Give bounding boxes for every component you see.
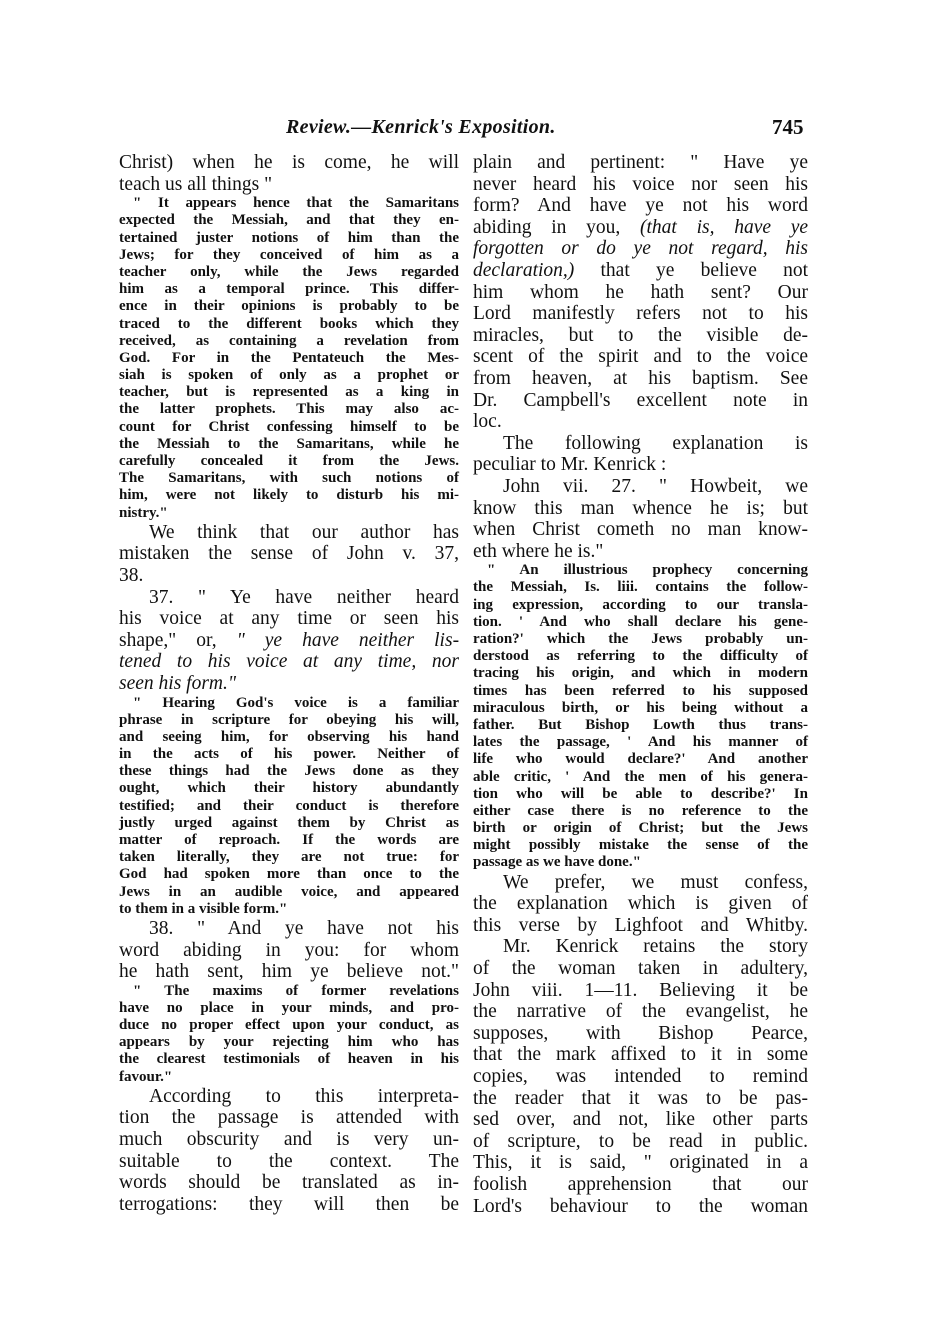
text-line: sed over, and not, like other parts [473, 1109, 808, 1131]
text-line: foolish apprehension that our [473, 1173, 808, 1195]
text-line: lates the passage, ' And his manner of [473, 734, 808, 751]
text-line: duce no proper effect upon your conduct, as [119, 1017, 459, 1034]
text-line: might possibly mistake the sense of the [473, 837, 808, 854]
text-line: We think that our author has [149, 521, 459, 543]
text-line: the Messiah, Is. liii. contains the follow- [473, 579, 808, 596]
text-line: in the acts of his power. Neither of [119, 746, 459, 763]
text-line: shape," or, " ye have neither lis- [119, 629, 460, 651]
text-line: tertained juster notions of him than the [119, 229, 459, 246]
text-line: God. For in the Pentateuch the Mes- [119, 349, 459, 366]
text-line: ought, which their history abundantly [119, 780, 459, 797]
text-line: the Messiah to the Samaritans, while he [119, 435, 459, 452]
text-line: siah is spoken of only as a prophet or [119, 367, 459, 384]
text-line: supposes, with Bishop Pearce, [473, 1022, 808, 1044]
text-line: eth where he is." [473, 540, 604, 562]
text-line: 37. " Ye have neither heard [149, 586, 459, 608]
right-column [473, 152, 808, 1217]
text-line: the reader that it was to be pas- [473, 1087, 808, 1109]
text-line: never heard his voice nor seen his [473, 173, 808, 195]
text-line: him, were not likely to disturb his mi- [119, 487, 459, 504]
text-line: life who would declare?' And another [473, 751, 808, 768]
text-line: John vii. 27. " Howbeit, we [503, 475, 808, 497]
text-line: that the mark affixed to it in some [473, 1044, 808, 1066]
text-line: scent of the spirit and to the voice [473, 346, 808, 368]
text-line: father. But Bishop Lowth thus trans- [473, 716, 808, 733]
text-line: word abiding in you: for whom [119, 939, 459, 961]
text-line: teach us all things " [119, 173, 273, 195]
text-line: received, as containing a revelation from [119, 332, 459, 349]
text-line: this verse by Lighfoot and Whitby. [473, 914, 808, 936]
text-line: and seeing him, for observing his hand [119, 728, 459, 745]
text-line: words should be translated as in- [119, 1172, 459, 1194]
text-line: suitable to the context. The [119, 1150, 459, 1172]
text-line: either case there is no reference to the [473, 802, 808, 819]
text-line: " It appears hence that the Samaritans [133, 195, 459, 212]
text-line: teacher, but is represented as a king in [119, 384, 459, 401]
text-line: John viii. 1—11. Believing it be [473, 979, 808, 1001]
text-line: God had spoken more than once to the [119, 866, 459, 883]
text-line: nistry." [119, 504, 168, 521]
text-line: him as a temporal prince. This differ- [119, 281, 459, 298]
text-line: tened to his voice at any time, nor [119, 651, 459, 673]
text-line: copies, was intended to remind [473, 1066, 808, 1087]
text-line: carefully concealed it from the Jews. [119, 453, 459, 469]
text-line: Jews in an audible voice, and appeared [119, 883, 459, 900]
text-line: Jews; for they conceived of him as a [119, 246, 459, 263]
text-line: able critic, ' And the men of his genera- [473, 768, 808, 785]
text-line: of scripture, to be read in public. [473, 1130, 808, 1152]
text-line: Christ) when he is come, he will [119, 152, 459, 173]
text-line: he hath sent, him ye believe not." [119, 961, 459, 983]
text-line: birth or origin of Christ; but the Jews [473, 820, 808, 837]
text-line: traced to the different books which they [119, 315, 459, 332]
running-title: Review.—Kenrick's Exposition. [286, 116, 556, 138]
text-line: testified; and their conduct is therefore [119, 797, 459, 814]
text-line: The following explanation is [503, 432, 808, 454]
text-line: seen his form." [119, 672, 237, 694]
text-line: abiding in you, (that is, have ye [473, 216, 809, 238]
text-line: teacher only, while the Jews regarded [119, 263, 459, 280]
text-line: miracles, but to the visible de- [473, 324, 808, 346]
text-line: of the woman taken in adultery, [473, 958, 808, 980]
text-line: from heaven, at his baptism. See [473, 367, 808, 389]
text-line: mistaken the sense of John v. 37, [119, 543, 459, 565]
text-line: 38. [119, 564, 144, 586]
text-line: loc. [473, 411, 502, 433]
text-line: his voice at any time or seen his [119, 608, 459, 630]
text-line: phrase in scripture for obeying his will, [119, 711, 459, 728]
text-line: terrogations: they will then be [119, 1193, 459, 1215]
text-line: these things had the Jews done as they [119, 763, 459, 780]
text-line: plain and pertinent: " Have ye [473, 152, 808, 173]
text-line: Lord's behaviour to the woman [473, 1195, 808, 1217]
text-line: the explanation which is given of [473, 893, 808, 915]
text-line: passage as we have done." [473, 854, 641, 871]
text-line: form? And have ye not his word [473, 195, 808, 217]
text-line: tion who will be able to describe?' In [473, 785, 808, 802]
left-column [119, 152, 459, 1215]
page-number: 745 [772, 115, 804, 139]
text-line: ing expression, according to our transla- [473, 596, 808, 613]
text-line: Mr. Kenrick retains the story [503, 936, 808, 958]
text-line: have no place in your minds, and pro- [119, 999, 459, 1016]
text-line: the narrative of the evangelist, he [473, 1001, 808, 1023]
text-line: tion. ' And who shall declare his gene- [473, 613, 808, 630]
text-line: tion the passage is attended with [119, 1107, 459, 1129]
text-line: when Christ cometh no man know- [473, 519, 808, 541]
text-line: declaration,) that ye believe not [473, 259, 809, 281]
text-line: ence in their opinions is probably to be [119, 298, 459, 315]
text-line: Dr. Campbell's excellent note in [473, 389, 808, 411]
text-line: forgotten or do ye not regard, his [473, 238, 808, 260]
text-line: much obscurity and is very un- [119, 1129, 459, 1151]
text-line: know this man whence he is; but [473, 497, 808, 519]
text-line: derstood as referring to the difficulty of [473, 648, 808, 665]
text-line: expected the Messiah, and that they en- [119, 212, 459, 229]
text-line: Lord manifestly refers not to his [473, 303, 808, 325]
text-line: the latter prophets. This may also ac- [119, 401, 459, 418]
text-line: count for Christ confessing himself to be [119, 418, 459, 435]
text-line: 38. " And ye have not his [149, 917, 459, 939]
text-line: " The maxims of former revelations [133, 982, 459, 999]
text-line: favour." [119, 1068, 173, 1085]
text-line: ration?' which the Jews probably un- [473, 631, 808, 648]
text-line: the clearest testimonials of heaven in his [119, 1051, 459, 1068]
text-line: This, it is said, " originated in a [473, 1152, 808, 1174]
text-line: The Samaritans, with such notions of [119, 470, 459, 487]
text-line: We prefer, we must confess, [503, 871, 808, 893]
text-line: to them in a visible form." [119, 900, 288, 917]
text-line: times has been referred to his supposed [473, 682, 808, 699]
text-line: him whom he hath sent? Our [473, 281, 808, 303]
text-line: peculiar to Mr. Kenrick : [473, 454, 667, 476]
text-line: taken literally, they are not true: for [119, 849, 459, 866]
text-line: " Hearing God's voice is a familiar [133, 694, 459, 711]
text-line: " An illustrious prophecy concerning [487, 562, 808, 579]
text-line: According to this interpreta- [149, 1085, 459, 1107]
text-line: miraculous birth, or his being without a [473, 699, 808, 716]
text-line: tracing his origin, and which in modern [473, 665, 808, 682]
text-line: justly urged against them by Christ as [119, 814, 459, 831]
text-line: appears by your rejecting him who has [119, 1034, 459, 1051]
text-line: matter of reproach. If the words are [119, 832, 459, 848]
